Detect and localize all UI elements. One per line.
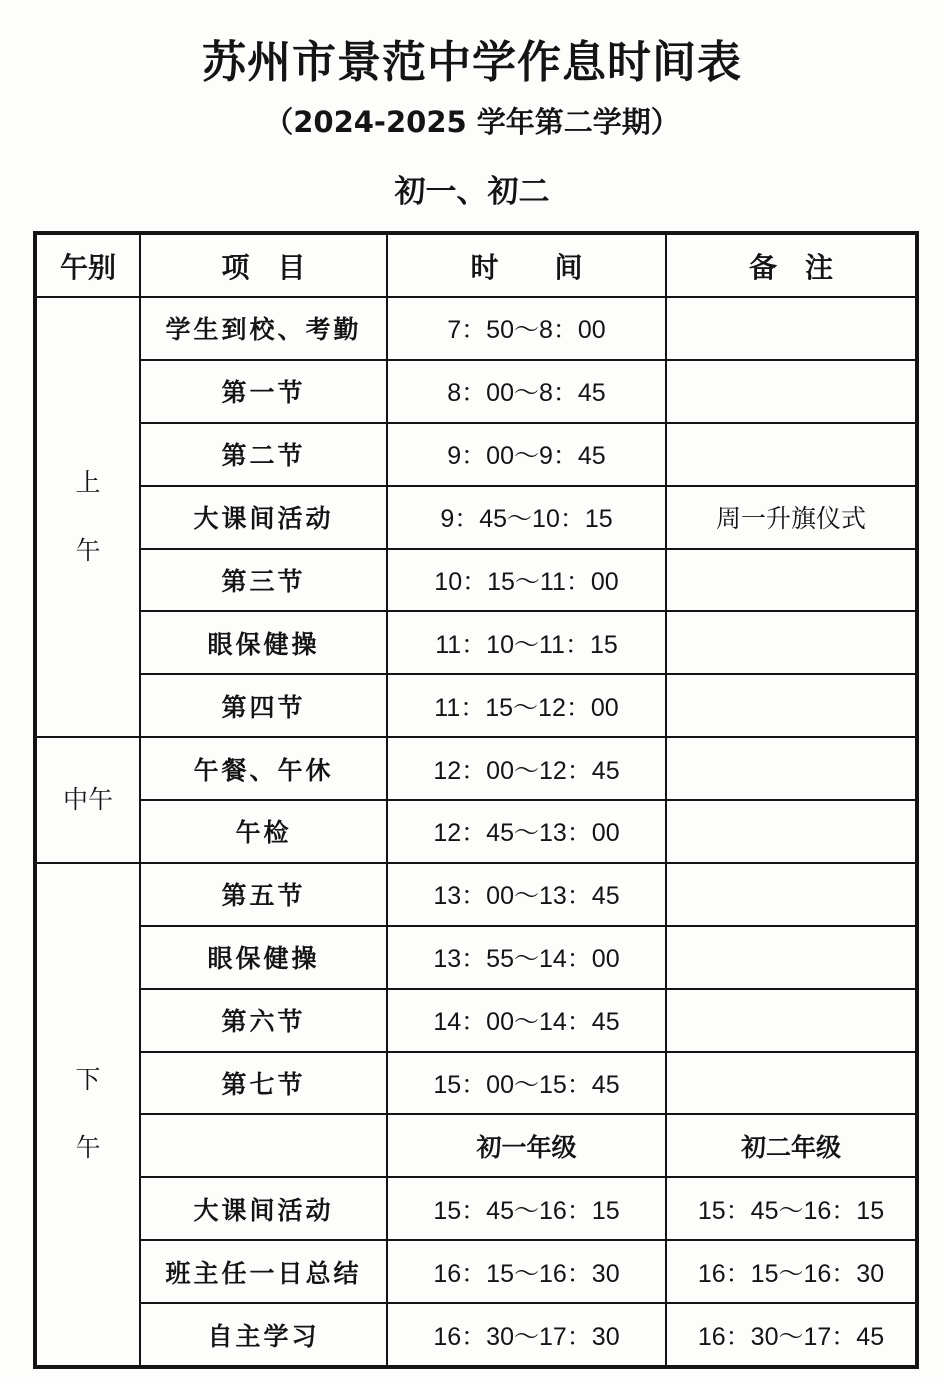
row-time-grade2: 16：15～16：30: [666, 1240, 917, 1303]
row-item: 午检: [140, 800, 387, 863]
table-row: [35, 926, 917, 989]
table-row: [35, 1303, 917, 1367]
row-time-grade2: 16：30～17：45: [666, 1303, 917, 1367]
table-row: [35, 549, 917, 612]
row-time: 13：00～13：45: [387, 863, 666, 926]
page-title: 苏州市景范中学作息时间表: [202, 37, 742, 88]
table-row: [35, 611, 917, 674]
row-time: 15：00～15：45: [387, 1052, 666, 1115]
period-afternoon-char2: 午: [75, 1133, 101, 1163]
row-item: 班主任一日总结: [140, 1240, 387, 1303]
table-row: [35, 423, 917, 486]
row-item: 学生到校、考勤: [140, 297, 387, 360]
row-item: 第三节: [140, 549, 387, 612]
row-note: [666, 737, 917, 800]
row-time: 10：15～11：00: [387, 549, 666, 612]
table-row: [35, 800, 917, 863]
row-time: 7：50～8：00: [387, 297, 666, 360]
row-item: 第七节: [140, 1052, 387, 1115]
period-afternoon: [35, 863, 140, 1367]
row-time: 12：45～13：00: [387, 800, 666, 863]
grade-header-empty: [140, 1114, 387, 1177]
row-note: [666, 674, 917, 737]
row-item: 眼保健操: [140, 611, 387, 674]
row-time: 13：55～14：00: [387, 926, 666, 989]
row-item: 大课间活动: [140, 1177, 387, 1240]
row-note: [666, 989, 917, 1052]
row-note: [666, 1052, 917, 1115]
table-row: [35, 1240, 917, 1303]
row-item: 眼保健操: [140, 926, 387, 989]
header-row: [35, 233, 917, 297]
row-time: 11：10～11：15: [387, 611, 666, 674]
row-time: 11：15～12：00: [387, 674, 666, 737]
row-note: [666, 611, 917, 674]
row-note: [666, 423, 917, 486]
period-morning: [35, 297, 140, 737]
period-morning-char2: 午: [75, 536, 101, 566]
header-item: 项 目: [140, 233, 387, 297]
row-note: 周一升旗仪式: [666, 486, 917, 549]
row-time-grade1: 15：45～16：15: [387, 1177, 666, 1240]
row-item: 第五节: [140, 863, 387, 926]
row-item: 第六节: [140, 989, 387, 1052]
row-time: 8：00～8：45: [387, 360, 666, 423]
header-note: 备 注: [666, 233, 917, 297]
row-time: 12：00～12：45: [387, 737, 666, 800]
header-period: 午别: [35, 233, 140, 297]
header-time: 时 间: [387, 233, 666, 297]
row-time: 9：00～9：45: [387, 423, 666, 486]
table-row: [35, 863, 917, 926]
row-note: [666, 800, 917, 863]
table-row: [35, 360, 917, 423]
grade1-header: 初一年级: [387, 1114, 666, 1177]
row-note: [666, 549, 917, 612]
row-note: [666, 297, 917, 360]
row-item: 大课间活动: [140, 486, 387, 549]
period-noon: 中午: [35, 737, 140, 863]
row-time-grade1: 16：30～17：30: [387, 1303, 666, 1367]
row-item: 第一节: [140, 360, 387, 423]
schedule-table: [33, 231, 919, 1369]
grade-label: 初一、初二: [394, 174, 550, 210]
table-row: [35, 674, 917, 737]
row-item: 第四节: [140, 674, 387, 737]
row-time: 14：00～14：45: [387, 989, 666, 1052]
row-note: [666, 360, 917, 423]
table-row: [35, 1052, 917, 1115]
row-time-grade1: 16：15～16：30: [387, 1240, 666, 1303]
period-afternoon-char1: 下: [75, 1065, 101, 1095]
table-row: [35, 486, 917, 549]
grade-header-row: [35, 1114, 917, 1177]
row-item: 第二节: [140, 423, 387, 486]
table-row: [35, 1177, 917, 1240]
row-item: 午餐、午休: [140, 737, 387, 800]
row-time: 9：45～10：15: [387, 486, 666, 549]
row-time-grade2: 15：45～16：15: [666, 1177, 917, 1240]
row-note: [666, 863, 917, 926]
table-row: [35, 737, 917, 800]
period-morning-char1: 上: [75, 468, 101, 498]
table-row: [35, 989, 917, 1052]
row-item: 自主学习: [140, 1303, 387, 1367]
table-row: [35, 297, 917, 360]
page-subtitle: （2024-2025 学年第二学期）: [264, 105, 680, 139]
grade2-header: 初二年级: [666, 1114, 917, 1177]
row-note: [666, 926, 917, 989]
